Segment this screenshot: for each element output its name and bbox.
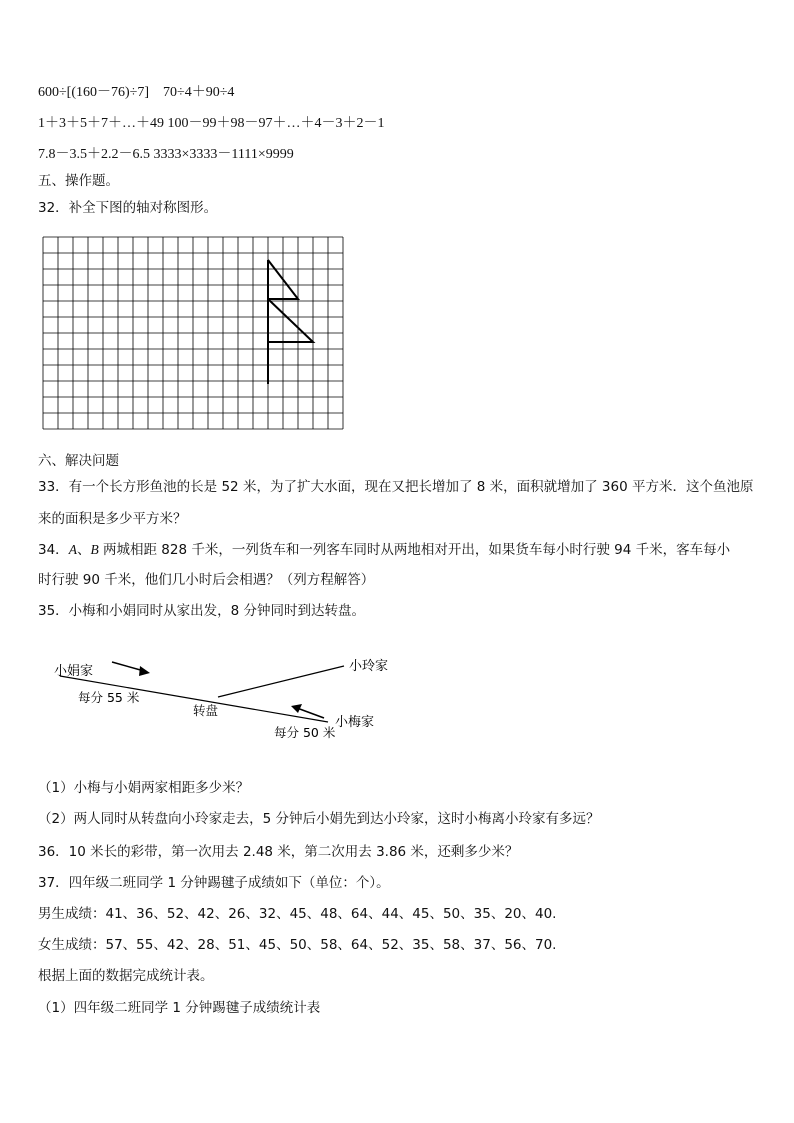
question-37: 37．四年级二班同学 1 分钟踢毽子成绩如下（单位：个）。 <box>38 875 390 891</box>
road-to-xiaoling <box>218 666 344 697</box>
arrow-juan-direction <box>112 662 144 671</box>
boys-scores: 男生成绩：41、36、52、42、26、32、45、48、64、44、45、50、35、20、40. <box>38 906 557 922</box>
grid-lines <box>43 237 343 429</box>
question-34-line-1 <box>38 541 730 559</box>
grid-svg <box>42 236 344 430</box>
roundabout-label: 转盘 <box>193 703 219 718</box>
question-34-line-2: 时行驶 90 千米，他们几小时后会相遇？（列方程解答） <box>38 572 375 588</box>
arrow-mei-direction <box>297 708 324 718</box>
question-32: 32．补全下图的轴对称图形。 <box>38 200 218 216</box>
city-b-label: B <box>90 542 99 557</box>
section-6-title: 六、解决问题 <box>38 453 119 469</box>
symmetry-grid-figure <box>42 236 344 434</box>
question-37-sub-1: （1）四年级二班同学 1 分钟踢毽子成绩统计表 <box>38 1000 321 1016</box>
xiaojuan-home-label: 小娟家 <box>54 664 94 679</box>
route-diagram <box>40 650 400 754</box>
calc-line-1: 600÷[(160－76)÷7] 70÷4＋90÷4 <box>38 85 235 100</box>
xiaoling-home-label: 小玲家 <box>349 659 389 674</box>
question-33-line-2: 来的面积是多少平方米？ <box>38 511 187 527</box>
arrow-juan-head <box>139 666 150 676</box>
half-figure-lower-triangle <box>268 299 313 342</box>
calc-line-3: 7.8－3.5＋2.2－6.5 3333×3333－1111×9999 <box>38 147 294 162</box>
section-5-title: 五、操作题。 <box>38 173 119 189</box>
question-35: 35．小梅和小娟同时从家出发，8 分钟同时到达转盘。 <box>38 603 366 619</box>
city-separator: 、 <box>76 542 91 558</box>
question-37-instruction: 根据上面的数据完成统计表。 <box>38 968 214 984</box>
question-35-sub-1: （1）小梅与小娟两家相距多少米？ <box>38 780 250 796</box>
route-diagram-svg <box>40 650 400 750</box>
calc-line-2: 1＋3＋5＋7＋…＋49 100－99＋98－97＋…＋4－3＋2－1 <box>38 116 385 131</box>
question-33-line-1: 33．有一个长方形鱼池的长是 52 米，为了扩大水面，现在又把长增加了 8 米，面积就增加了 360 平方米．这个鱼池原 <box>38 479 754 495</box>
question-35-sub-2: （2）两人同时从转盘向小玲家走去，5 分钟后小娟先到达小玲家，这时小梅离小玲家有多远？ <box>38 811 600 827</box>
speed-mei-label: 每分 50 米 <box>274 725 336 740</box>
question-36: 36．10 米长的彩带，第一次用去 2.48 米，第二次用去 3.86 米，还剩多少米？ <box>38 844 519 860</box>
girls-scores: 女生成绩：57、55、42、28、51、45、50、58、64、52、35、58、37、56、70. <box>38 937 557 953</box>
xiaomei-home-label: 小梅家 <box>335 715 375 730</box>
question-34-text: 两城相距 828 千米，一列货车和一列客车同时从两地相对开出，如果货车每小时行驶 94 千米，客车每小 <box>98 542 731 558</box>
speed-juan-label: 每分 55 米 <box>78 690 140 705</box>
question-34-number: 34． <box>38 542 69 558</box>
city-a-label: A <box>68 542 77 557</box>
